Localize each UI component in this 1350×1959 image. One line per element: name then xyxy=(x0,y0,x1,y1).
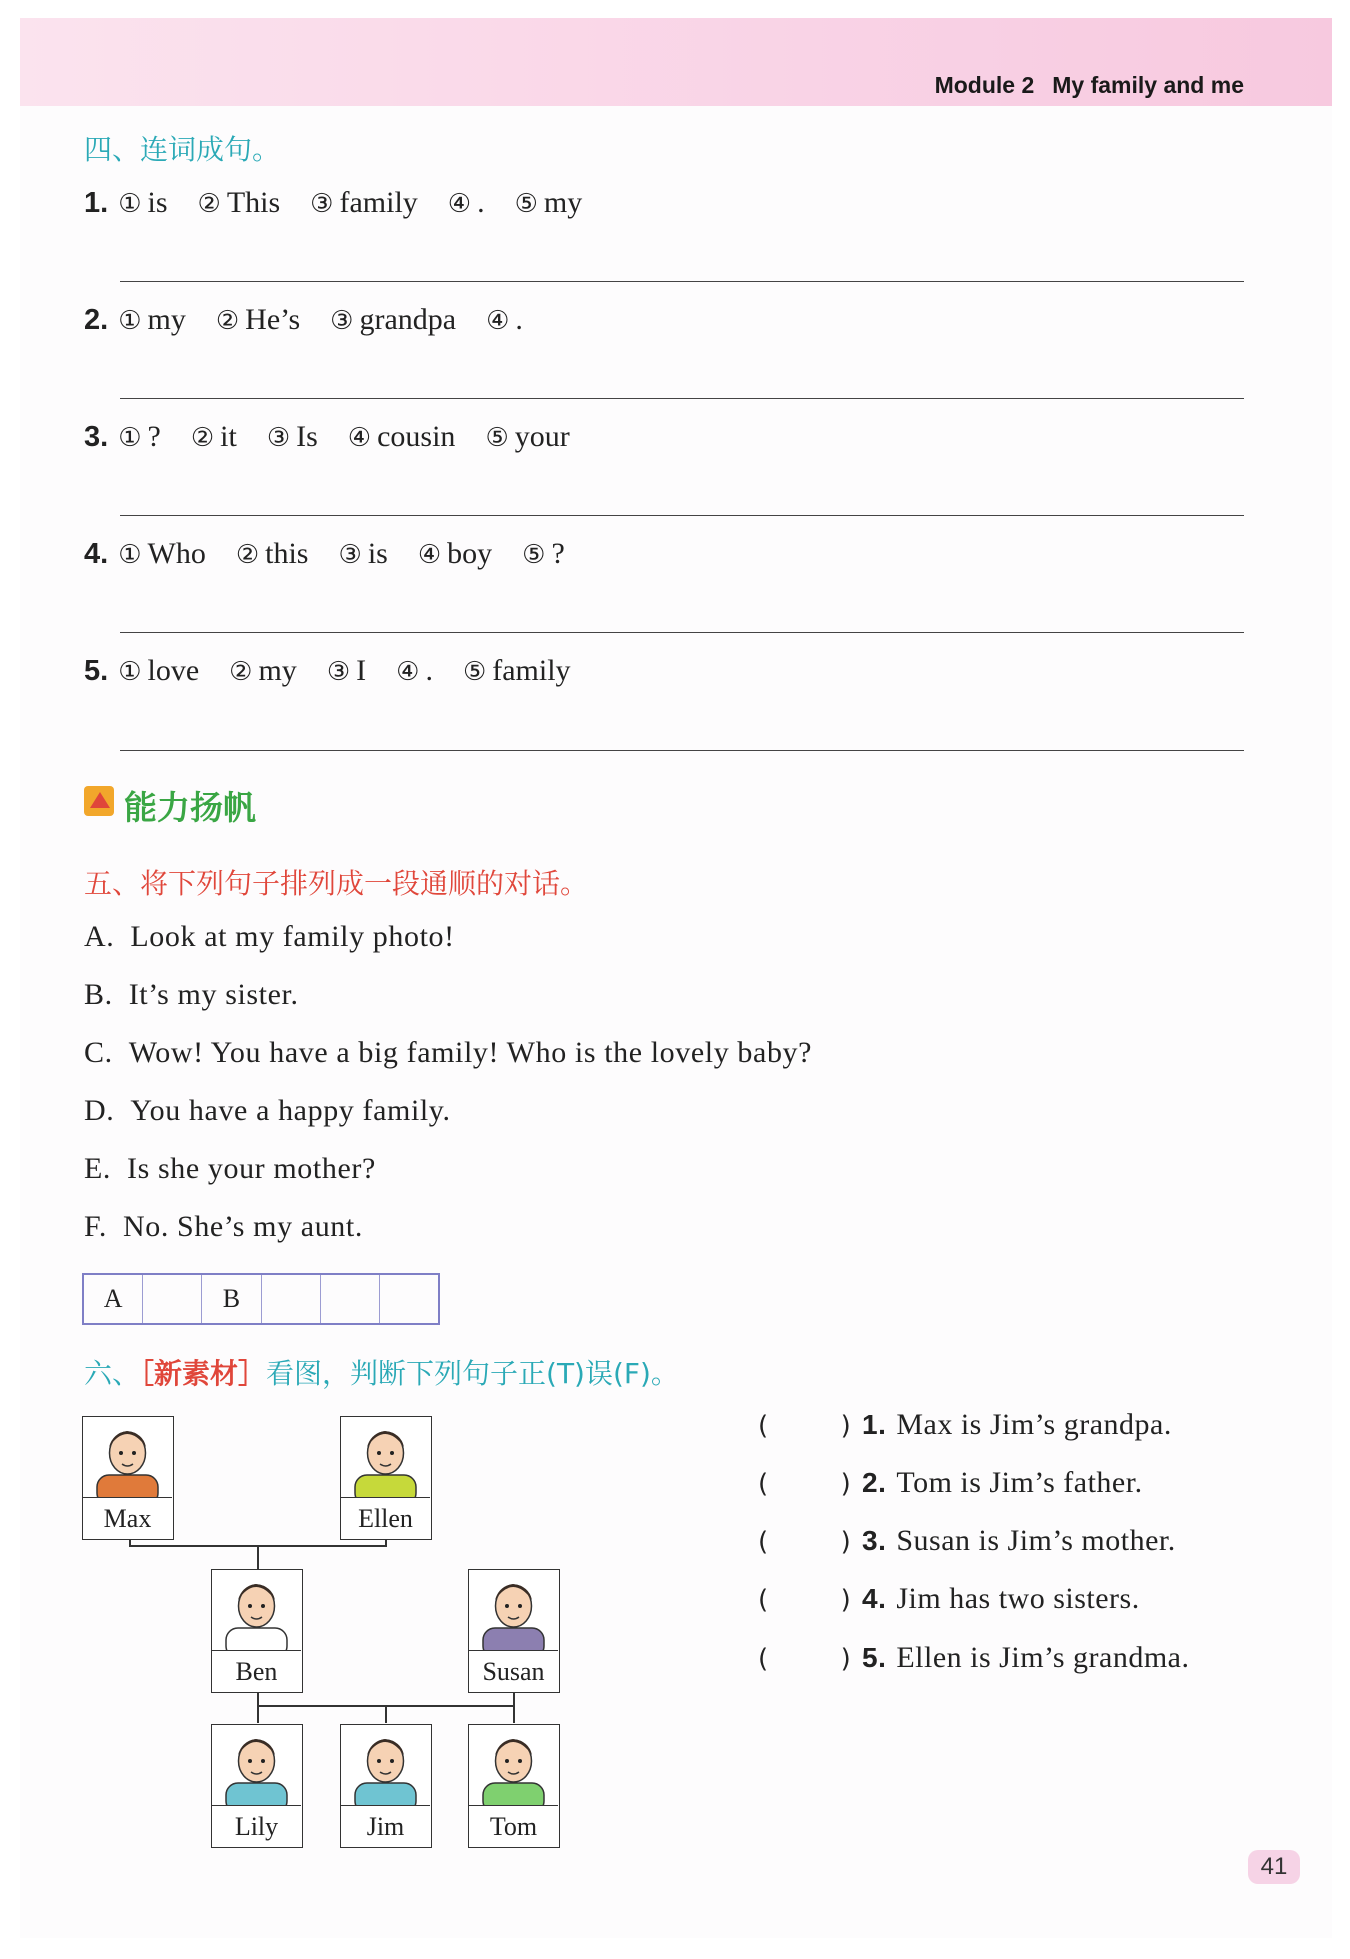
statement-number: 5. xyxy=(862,1642,887,1673)
sail-icon xyxy=(84,786,114,816)
section-6-prefix: 六、 xyxy=(84,1357,141,1390)
paren-open: ( xyxy=(758,1527,769,1557)
word-text: . xyxy=(515,303,523,336)
circled-number: ⑤ xyxy=(522,540,546,570)
word-item xyxy=(327,654,366,687)
word-text: family xyxy=(339,186,418,219)
word-text: ? xyxy=(147,420,161,453)
sentence-text: No. She’s my aunt. xyxy=(122,1210,363,1243)
circled-number: ④ xyxy=(396,657,420,687)
dialogue-sentence xyxy=(84,978,299,1012)
word-item xyxy=(118,537,206,570)
word-text: cousin xyxy=(377,420,456,453)
circled-number: ② xyxy=(190,423,215,453)
circled-number: ② xyxy=(229,657,253,687)
word-item xyxy=(118,420,161,453)
word-item xyxy=(216,303,300,336)
question-row xyxy=(84,303,553,337)
question-number: 3. xyxy=(84,421,109,453)
answer-line[interactable] xyxy=(120,750,1244,751)
word-item xyxy=(118,303,186,336)
word-text: is xyxy=(367,537,388,570)
dialogue-sentence xyxy=(84,1094,451,1128)
circled-number: ① xyxy=(118,540,142,570)
word-item xyxy=(515,186,583,219)
sentence-text: Wow! You have a big family! Who is the lovely baby? xyxy=(128,1036,813,1069)
word-text: This xyxy=(226,186,281,219)
tree-connector xyxy=(385,1705,387,1723)
circled-number: ③ xyxy=(338,540,362,570)
word-text: this xyxy=(265,537,309,570)
word-text: boy xyxy=(447,537,493,570)
circled-number: ④ xyxy=(417,540,442,570)
question-number: 5. xyxy=(84,655,109,687)
sentence-text: It’s my sister. xyxy=(128,978,299,1011)
statement-text: Susan is Jim’s mother. xyxy=(896,1524,1176,1557)
word-text: Who xyxy=(147,537,206,570)
sentence-letter: E. xyxy=(84,1152,112,1185)
tf-statement xyxy=(758,1408,1172,1442)
person-card xyxy=(340,1724,432,1848)
question-row xyxy=(84,537,595,571)
circled-number: ② xyxy=(197,189,221,219)
statement-number: 2. xyxy=(862,1467,887,1498)
word-text: I xyxy=(356,654,367,687)
person-card xyxy=(340,1416,432,1540)
dialogue-sentence xyxy=(84,1152,376,1186)
paren-close: ) xyxy=(840,1527,852,1557)
paren-open: ( xyxy=(758,1585,769,1615)
sentence-text: Look at my family photo! xyxy=(130,920,455,953)
order-answer-box[interactable] xyxy=(82,1273,440,1325)
word-text: is xyxy=(147,186,168,219)
section-6-title xyxy=(84,1352,679,1392)
tf-statement xyxy=(758,1524,1176,1558)
word-text: my xyxy=(147,303,186,336)
paren-open: ( xyxy=(758,1644,769,1674)
person-card xyxy=(468,1569,560,1693)
paren-close: ) xyxy=(840,1585,852,1615)
circled-number: ① xyxy=(118,306,142,336)
order-cell[interactable] xyxy=(262,1275,321,1323)
sentence-text: Is she your mother? xyxy=(127,1152,376,1185)
word-text: it xyxy=(220,420,237,453)
circled-number: ① xyxy=(118,657,142,687)
circled-number: ③ xyxy=(330,306,354,336)
header-band xyxy=(20,18,1332,106)
tree-connector xyxy=(257,1545,259,1569)
tree-connector xyxy=(257,1705,259,1723)
sentence-letter: B. xyxy=(84,978,113,1011)
word-text: love xyxy=(147,654,200,687)
circled-number: ④ xyxy=(447,189,472,219)
question-row xyxy=(84,186,612,220)
page-number: 41 xyxy=(1248,1850,1300,1884)
circled-number: ⑤ xyxy=(462,657,487,687)
section-5-title: 五、将下列句子排列成一段通顺的对话。 xyxy=(84,867,589,900)
word-item xyxy=(463,654,571,687)
statement-text: Max is Jim’s grandpa. xyxy=(896,1408,1172,1441)
answer-parentheses[interactable] xyxy=(758,1469,862,1499)
circled-number: ③ xyxy=(326,657,351,687)
tree-connector xyxy=(513,1705,515,1723)
person-name: Ellen xyxy=(358,1504,413,1533)
circled-number: ② xyxy=(235,540,260,570)
dialogue-sentence xyxy=(84,1210,363,1244)
circled-number: ⑤ xyxy=(514,189,538,219)
word-text: my xyxy=(543,186,583,219)
person-portrait xyxy=(341,1417,430,1498)
word-item xyxy=(198,186,281,219)
person-portrait xyxy=(469,1570,558,1651)
answer-parentheses[interactable] xyxy=(758,1585,862,1615)
word-item xyxy=(330,303,456,336)
section-6-text: 看图，判断下列句子正(T)误(F)。 xyxy=(266,1357,679,1390)
paren-close: ) xyxy=(840,1644,852,1674)
word-text: your xyxy=(514,420,570,453)
person-name: Jim xyxy=(366,1812,405,1841)
word-text: He’s xyxy=(245,303,301,336)
word-item xyxy=(118,654,199,687)
statement-text: Jim has two sisters. xyxy=(896,1582,1140,1615)
answer-line[interactable] xyxy=(120,281,1244,282)
paren-open: ( xyxy=(758,1411,769,1441)
question-row xyxy=(84,654,601,688)
person-name: Ben xyxy=(235,1657,278,1686)
answer-parentheses[interactable] xyxy=(758,1411,862,1441)
tf-statement xyxy=(758,1641,1190,1675)
word-item xyxy=(348,420,456,453)
word-text: . xyxy=(425,654,433,687)
word-item xyxy=(236,537,309,570)
statement-number: 3. xyxy=(862,1525,887,1556)
word-item xyxy=(486,303,523,336)
person-card xyxy=(211,1569,303,1693)
sentence-letter: C. xyxy=(84,1036,113,1069)
word-item xyxy=(396,654,433,687)
circled-number: ① xyxy=(118,189,142,219)
word-text: ? xyxy=(551,537,565,570)
module-label: Module 2 xyxy=(934,72,1035,98)
word-item xyxy=(448,186,485,219)
word-text: my xyxy=(258,654,297,687)
question-number: 4. xyxy=(84,538,109,570)
statement-text: Tom is Jim’s father. xyxy=(896,1466,1143,1499)
answer-line[interactable] xyxy=(120,398,1244,399)
word-item xyxy=(485,420,569,453)
word-text: grandpa xyxy=(359,303,457,336)
answer-parentheses[interactable] xyxy=(758,1527,862,1557)
word-item xyxy=(229,654,297,687)
word-item xyxy=(339,537,388,570)
ability-heading: 能力扬帆 xyxy=(124,788,256,827)
person-portrait xyxy=(83,1417,172,1498)
circled-number: ④ xyxy=(486,306,510,336)
word-text: Is xyxy=(296,420,318,453)
tree-connector xyxy=(257,1692,259,1706)
circled-number: ① xyxy=(118,423,142,453)
order-cell[interactable] xyxy=(380,1275,438,1323)
order-cell[interactable]: A xyxy=(84,1275,143,1323)
person-portrait xyxy=(341,1725,430,1806)
circled-number: ③ xyxy=(310,189,334,219)
statement-number: 1. xyxy=(862,1409,887,1440)
word-item xyxy=(418,537,492,570)
tf-statement xyxy=(758,1582,1140,1616)
header-text xyxy=(917,72,1244,99)
section-4-title: 四、连词成句。 xyxy=(84,133,281,166)
word-item xyxy=(267,420,318,453)
word-text: family xyxy=(492,654,571,687)
person-card xyxy=(82,1416,174,1540)
statement-text: Ellen is Jim’s grandma. xyxy=(896,1641,1190,1674)
circled-number: ④ xyxy=(347,423,372,453)
person-portrait xyxy=(469,1725,558,1806)
question-number: 2. xyxy=(84,304,109,336)
module-title: My family and me xyxy=(1052,72,1244,98)
sentence-text: You have a happy family. xyxy=(130,1094,451,1127)
person-name: Tom xyxy=(489,1812,538,1841)
person-portrait xyxy=(212,1725,301,1806)
word-item xyxy=(191,420,237,453)
paren-close: ) xyxy=(840,1469,852,1499)
circled-number: ② xyxy=(215,306,240,336)
word-item xyxy=(118,186,167,219)
dialogue-sentence xyxy=(84,1036,812,1070)
word-item xyxy=(522,537,565,570)
sentence-letter: F. xyxy=(84,1210,107,1243)
question-number: 1. xyxy=(84,187,109,219)
circled-number: ③ xyxy=(266,423,291,453)
paren-open: ( xyxy=(758,1469,769,1499)
order-cell[interactable]: B xyxy=(202,1275,261,1323)
paren-close: ) xyxy=(840,1411,852,1441)
circled-number: ⑤ xyxy=(485,423,509,453)
answer-line[interactable] xyxy=(120,632,1244,633)
tf-statement xyxy=(758,1466,1143,1500)
answer-line[interactable] xyxy=(120,515,1244,516)
statement-number: 4. xyxy=(862,1583,887,1614)
dialogue-sentence xyxy=(84,920,455,954)
question-row xyxy=(84,420,600,454)
order-cell[interactable] xyxy=(321,1275,380,1323)
word-text: . xyxy=(477,186,485,219)
sentence-letter: A. xyxy=(84,920,115,953)
order-cell[interactable] xyxy=(143,1275,202,1323)
person-card xyxy=(468,1724,560,1848)
sentence-letter: D. xyxy=(84,1094,115,1127)
new-material-tag: ［新素材］ xyxy=(140,1357,267,1390)
person-portrait xyxy=(212,1570,301,1651)
person-name: Max xyxy=(103,1504,152,1533)
answer-parentheses[interactable] xyxy=(758,1644,862,1674)
word-item xyxy=(310,186,418,219)
tree-connector xyxy=(513,1692,515,1706)
person-name: Lily xyxy=(234,1812,279,1841)
person-card xyxy=(211,1724,303,1848)
person-name: Susan xyxy=(482,1657,545,1686)
